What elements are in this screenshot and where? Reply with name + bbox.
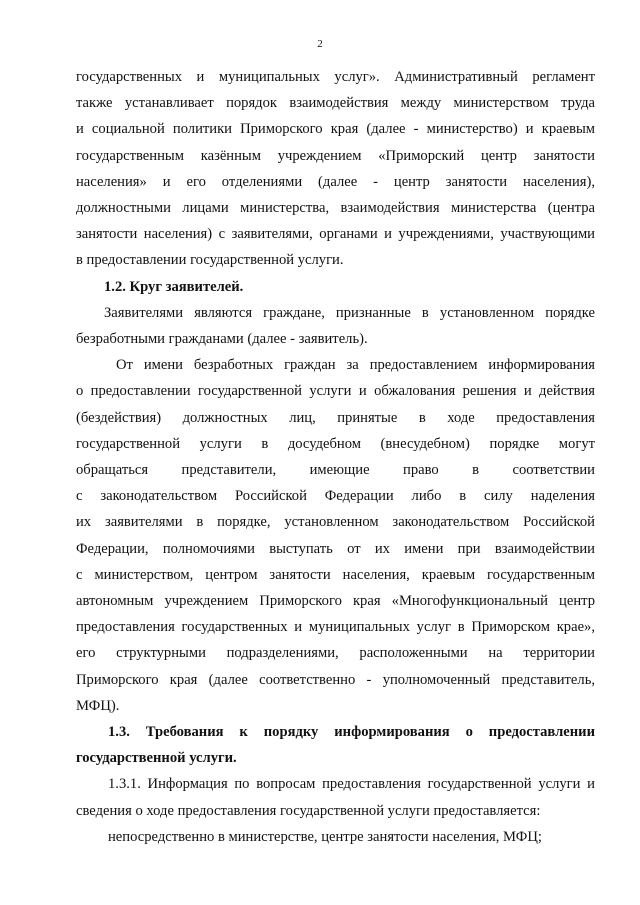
text-line: непосредственно в министерстве, центре занятости населения, МФЦ; <box>108 828 542 845</box>
text-line: и социальной политики Приморского края (далее - министерство) и краевым <box>76 121 595 138</box>
text-line: о предоставлении государственной услуги и обжалования решения и действия <box>76 383 595 400</box>
text-line: обращаться представители, имеющие право в соответствии <box>76 462 595 479</box>
text-line: сведения о ходе предоставления государственной услуги предоставляется: <box>76 802 541 819</box>
text-line: также устанавливает порядок взаимодействия между министерством труда <box>76 95 595 112</box>
text-line: в предоставлении государственной услуги. <box>76 252 344 269</box>
text-line: с министерством, центром занятости населения, краевым государственным <box>76 566 595 583</box>
text-line: От имени безработных граждан за предоставлением информирования <box>116 357 595 374</box>
text-line: государственным казённым учреждением «Приморский центр занятости <box>76 147 595 164</box>
section-heading-1-2: 1.2. Круг заявителей. <box>104 278 244 295</box>
text-line: Заявителями являются граждане, признанные в установленном порядке <box>104 304 595 321</box>
text-line: должностными лицами министерства, взаимодействия министерства (центра <box>76 200 595 217</box>
text-line: с законодательством Российской Федерации либо в силу наделения <box>76 488 595 505</box>
text-line: занятости населения) с заявителями, органами и учреждениями, участвующими <box>76 226 595 243</box>
section-heading-1-3: 1.3. Требования к порядку информирования о предоставлении <box>108 724 595 741</box>
text-line: их заявителями в порядке, установленном законодательством Российской <box>76 514 595 531</box>
section-heading-1-3-cont: государственной услуги. <box>76 750 237 767</box>
text-line: Федерации, полномочиями выступать от их имени при взаимодействии <box>76 540 595 557</box>
text-line: населения» и его отделениями (далее - центр занятости населения), <box>76 173 595 190</box>
text-line: МФЦ). <box>76 697 120 714</box>
document-body <box>76 64 595 850</box>
text-line: Приморского края (далее соответственно - уполномоченный представитель, <box>76 671 595 688</box>
text-line: его структурными подразделениями, расположенными на территории <box>76 645 595 662</box>
page-number: 2 <box>317 38 323 50</box>
text-line: предоставления государственных и муниципальных услуг в Приморском крае», <box>76 619 595 636</box>
text-line: автономным учреждением Приморского края «Многофункциональный центр <box>76 593 595 610</box>
text-line: (бездействия) должностных лиц, принятые в ходе предоставления <box>76 409 595 426</box>
text-line: 1.3.1. Информация по вопросам предоставления государственной услуги и <box>108 776 595 793</box>
text-line: безработными гражданами (далее - заявитель). <box>76 331 368 348</box>
text-line: государственных и муниципальных услуг». Административный регламент <box>76 69 595 85</box>
text-line: государственной услуги в досудебном (внесудебном) порядке могут <box>76 435 595 452</box>
